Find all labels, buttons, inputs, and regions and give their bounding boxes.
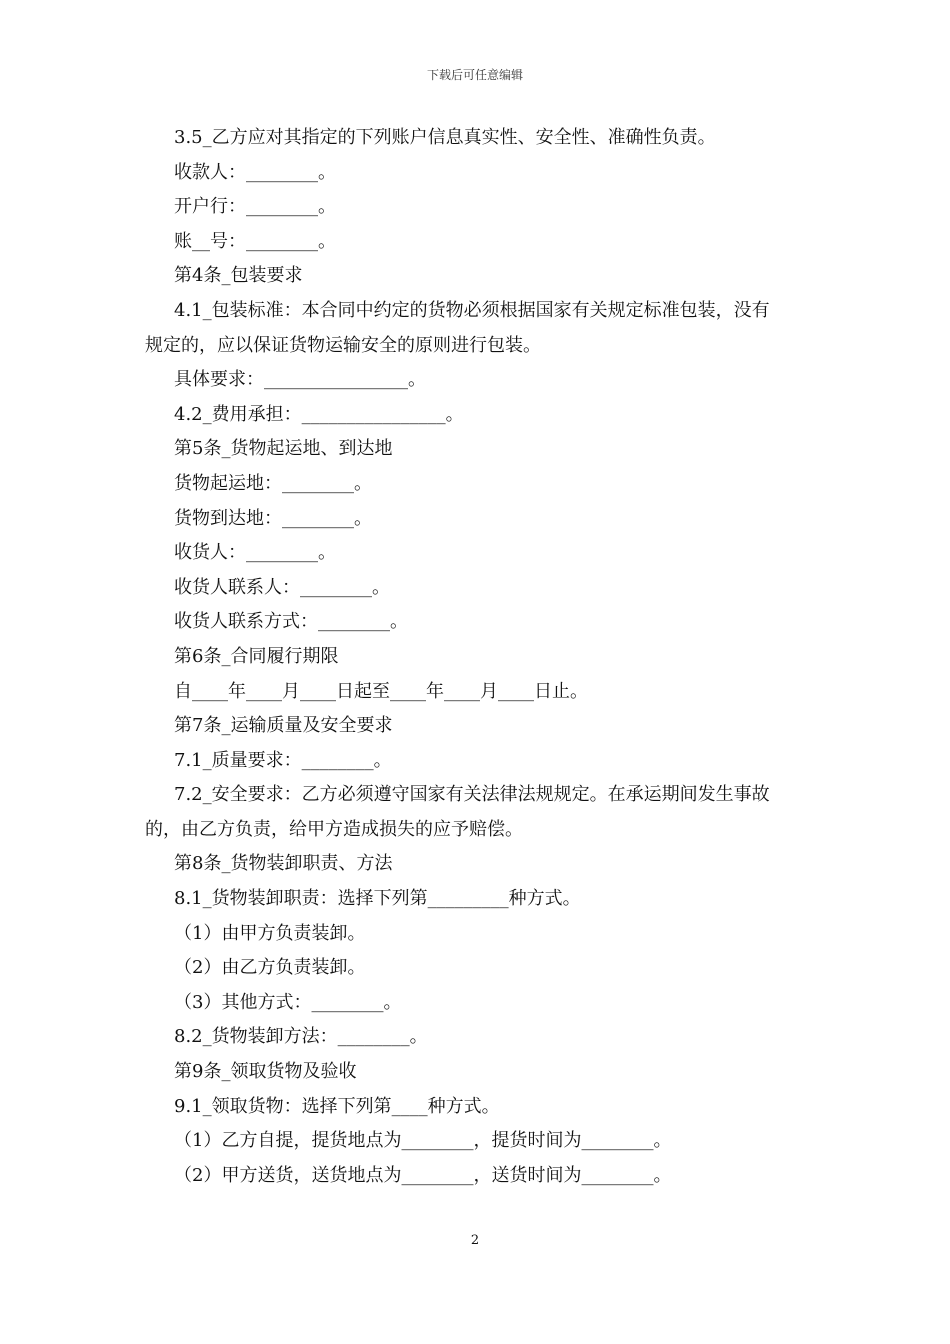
clause-4-1: 4.1_包装标准：本合同中约定的货物必须根据国家有关规定标准包装，没有	[174, 299, 770, 321]
term-period: 自____年____月____日起至____年____月____日止。	[174, 680, 588, 702]
specific-requirements-field: 具体要求：________________。	[174, 369, 426, 391]
page-number: 2	[470, 1233, 480, 1248]
clause-3-5: 3.5_乙方应对其指定的下列账户信息真实性、安全性、准确性负责。	[174, 127, 716, 148]
clause-4-2: 4.2_费用承担：________________。	[174, 403, 464, 425]
document-body	[145, 121, 810, 1193]
clause-4-1-cont: 规定的，应以保证货物运输安全的原则进行包装。	[145, 334, 541, 356]
option-8-1-1: （1）由甲方负责装卸。	[174, 922, 366, 944]
clause-7-2: 7.2_安全要求：乙方必须遵守国家有关法律法规规定。在承运期间发生事故	[174, 784, 770, 806]
article-5-heading: 第5条_货物起运地、到达地	[174, 438, 393, 460]
option-9-1-1: （1）乙方自提，提货地点为________，提货时间为________。	[174, 1130, 672, 1152]
account-field: 账__号：________。	[174, 230, 336, 252]
clause-7-2-cont: 的，由乙方负责，给甲方造成损失的应予赔偿。	[145, 818, 523, 840]
clause-8-2: 8.2_货物装卸方法：________。	[174, 1026, 428, 1048]
bank-field: 开户行：________。	[174, 196, 336, 218]
option-8-1-2: （2）由乙方负责装卸。	[174, 957, 366, 979]
article-6-heading: 第6条_合同履行期限	[174, 645, 339, 667]
article-8-heading: 第8条_货物装卸职责、方法	[174, 853, 393, 875]
clause-8-1: 8.1_货物装卸职责：选择下列第_________种方式。	[174, 888, 581, 910]
article-9-heading: 第9条_领取货物及验收	[174, 1061, 357, 1083]
option-8-1-3: （3）其他方式：________。	[174, 991, 402, 1013]
clause-7-1: 7.1_质量要求：________。	[174, 749, 392, 771]
option-9-1-2: （2）甲方送货，送货地点为________，送货时间为________。	[174, 1164, 672, 1186]
origin-field: 货物起运地：________。	[174, 472, 372, 494]
consignee-phone-field: 收货人联系方式：________。	[174, 611, 408, 633]
article-7-heading: 第7条_运输质量及安全要求	[174, 715, 393, 737]
consignee-contact-field: 收货人联系人：________。	[174, 576, 390, 598]
page-header: 下载后可任意编辑	[426, 68, 523, 82]
article-4-heading: 第4条_包装要求	[174, 265, 303, 287]
clause-9-1: 9.1_领取货物：选择下列第____种方式。	[174, 1095, 500, 1117]
consignee-field: 收货人：________。	[174, 542, 336, 564]
payee-field: 收款人：________。	[174, 161, 336, 183]
destination-field: 货物到达地：________。	[174, 507, 372, 529]
